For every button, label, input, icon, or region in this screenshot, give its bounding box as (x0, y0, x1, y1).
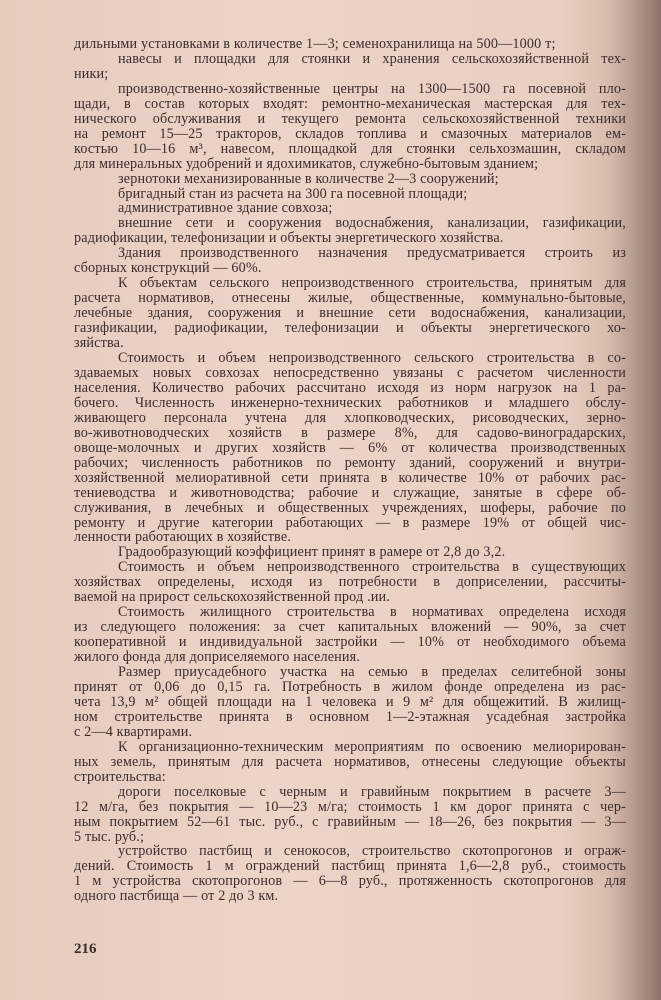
paragraph (74, 560, 626, 605)
text-line: для минеральных удобрений и ядохимикатов, служебно-бытовым зданием; (74, 155, 539, 172)
text-line: чета 13,9 м² общей площади на 1 человека и 9 м² для общежитий. В жилищ- (74, 693, 626, 710)
text-line: одного пастбища — от 2 до 3 км. (74, 888, 279, 905)
text-line: ным покрытием 52—61 тыс. руб., с гравийным — 18—26, без покрытия — 3— (74, 813, 626, 830)
text-line: тениеводства и животноводства; рабочие и служащие, занятые в сфере об- (74, 484, 626, 501)
text-line: радиофикации, телефонизации и объекты энергетического хозяйства. (74, 230, 504, 247)
text-line: на ремонт 15—25 тракторов, складов топлива и смазочных материалов ем- (74, 125, 626, 142)
text-line: расчета нормативов, отнесены жилые, общественные, коммунально-бытовые, (74, 290, 626, 307)
text-line: ники; (74, 65, 109, 82)
text-line: хозяйствах определены, исходя из потребности в доприселении, рассчиты- (74, 574, 626, 591)
paragraph (74, 37, 626, 52)
text-line: зернотоки механизированные в количестве 2—3 сооружений; (118, 170, 499, 187)
text-line: с 2—4 квартирами. (74, 723, 193, 740)
text-line: ваемой на прирост сельскохозяйственной прод .ии. (74, 589, 390, 606)
text-line: бригадный стан из расчета на 300 га посевной площади; (118, 185, 468, 202)
text-line: 12 м/га, без покрытия — 10—23 м/га; стоимость 1 км дорог принята с чер- (74, 798, 626, 815)
text-line: овоще-молочных и других хозяйств — 6% от количества производственных (74, 439, 626, 456)
paragraph (74, 246, 626, 276)
paragraph (74, 216, 626, 246)
text-line: лечебные здания, сооружения и внешние сети водоснабжения, канализации, (74, 305, 626, 322)
text-line: административное здание совхоза; (118, 200, 333, 217)
text-line: ных земель, принятым для расчета нормативов, отнесены следующие объекты (74, 753, 626, 770)
text-line: бочего. Численность инженерно-технических работников и младшего обслу- (74, 394, 626, 411)
text-line: во-животноводческих хозяйств в размере 8%, для садово-виноградарских, (74, 424, 626, 441)
text-line: Стоимость и объем непроизводственного строительства в существующих (118, 559, 626, 576)
paragraph (74, 844, 626, 904)
paragraph (74, 605, 626, 665)
text-line: жилого фонда для доприселяемого населения. (74, 649, 361, 666)
paragraph (74, 276, 626, 351)
text-line: устройство пастбищ и сенокосов, строительство скотопрогонов и ограж- (118, 843, 626, 860)
paragraph (74, 82, 626, 172)
text-line: ремонту и другие категории работающих — в размере 19% от общей чис- (74, 514, 626, 531)
text-line: К организационно-техническим мероприятиям по освоению мелиорирован- (118, 738, 626, 755)
text-line: служивания, в лечебных и общественных учреждениях, шоферы, рабочие по (74, 499, 626, 516)
text-line: сборных конструкций — 60%. (74, 260, 262, 277)
text-line: живающего персонала учтена для хлопководческих, рисоводческих, зерно- (74, 409, 626, 426)
paragraph (74, 785, 626, 845)
text-line: газификации, радиофикации, телефонизации и объекты энергетического хо- (74, 320, 626, 337)
text-line: Здания производственного назначения предусматривается строить из (118, 245, 626, 262)
text-line: здаваемых новых совхозах непосредственно увязаны с расчетом численности (74, 364, 626, 381)
text-line: кооперативной и индивидуальной застройки — 10% от необходимого объема (74, 634, 626, 651)
paragraph (74, 351, 626, 545)
paragraph (74, 172, 626, 187)
text-line: населения. Количество рабочих рассчитано исходя из норм нагрузок на 1 ра- (74, 379, 626, 396)
text-line: костью 10—16 м³, навесом, площадкой для стоянки сельхозмашин, складом (74, 140, 626, 157)
text-line: Градообразующий коэффициент принят в рамере от 2,8 до 3,2. (118, 544, 506, 561)
text-line: нического обслуживания и текущего ремонта сельскохозяйственной техники (74, 110, 626, 127)
paragraph (74, 201, 626, 216)
text-line: внешние сети и сооружения водоснабжения, канализации, газификации, (118, 215, 626, 232)
text-line: дороги поселковые с черным и гравийным покрытием в расчете 3— (118, 783, 626, 800)
text-line: ном строительстве принята в основном 1—2-этажная усадебная застройка (74, 708, 626, 725)
text-line: Стоимость и объем непроизводственного сельского строительства в со- (118, 350, 626, 367)
text-line: рабочих; численность работников по ремонту зданий, сооружений и внутри- (74, 454, 626, 471)
text-line: из следующего положения: за счет капитальных вложений — 90%, за счет (74, 619, 626, 636)
text-line: навесы и площадки для стоянки и хранения сельскохозяйственной тех- (118, 50, 626, 67)
text-line: принят от 0,06 до 0,15 га. Потребность в жилом фонде определена из рас- (74, 678, 626, 695)
text-line: Размер приусадебного участка на семью в пределах селитебной зоны (118, 664, 626, 681)
text-line: строительства: (74, 768, 166, 785)
paragraph (74, 740, 626, 785)
body-text (74, 37, 626, 904)
page-number: 216 (74, 941, 97, 957)
text-line: 5 тыс. руб.; (74, 828, 145, 845)
text-line: производственно-хозяйственные центры на 1300—1500 га посевной пло- (118, 80, 626, 97)
text-line: щади, в состав которых входят: ремонтно-механическая мастерская для тех- (74, 95, 626, 112)
text-line: дильными установками в количестве 1—3; семенохранилища на 500—1000 т; (74, 36, 556, 52)
text-line: 1 м устройства скотопрогонов — 6—8 руб., протяженность скотопрогонов для (74, 873, 626, 890)
paragraph (74, 52, 626, 82)
text-line: К объектам сельского непроизводственного строительства, принятым для (118, 275, 626, 292)
paragraph (74, 665, 626, 740)
paragraph (74, 545, 626, 560)
text-line: ленности работающих в хозяйстве. (74, 529, 291, 546)
text-line: зяйства. (74, 335, 124, 352)
paragraph (74, 187, 626, 202)
text-line: хозяйственной мелиоративной сети принята в количестве 10% от рабочих рас- (74, 469, 626, 486)
text-line: Стоимость жилищного строительства в нормативах определена исходя (118, 604, 626, 621)
text-line: дений. Стоимость 1 м ограждений пастбищ принята 1,6—2,8 руб., стоимость (74, 858, 626, 875)
